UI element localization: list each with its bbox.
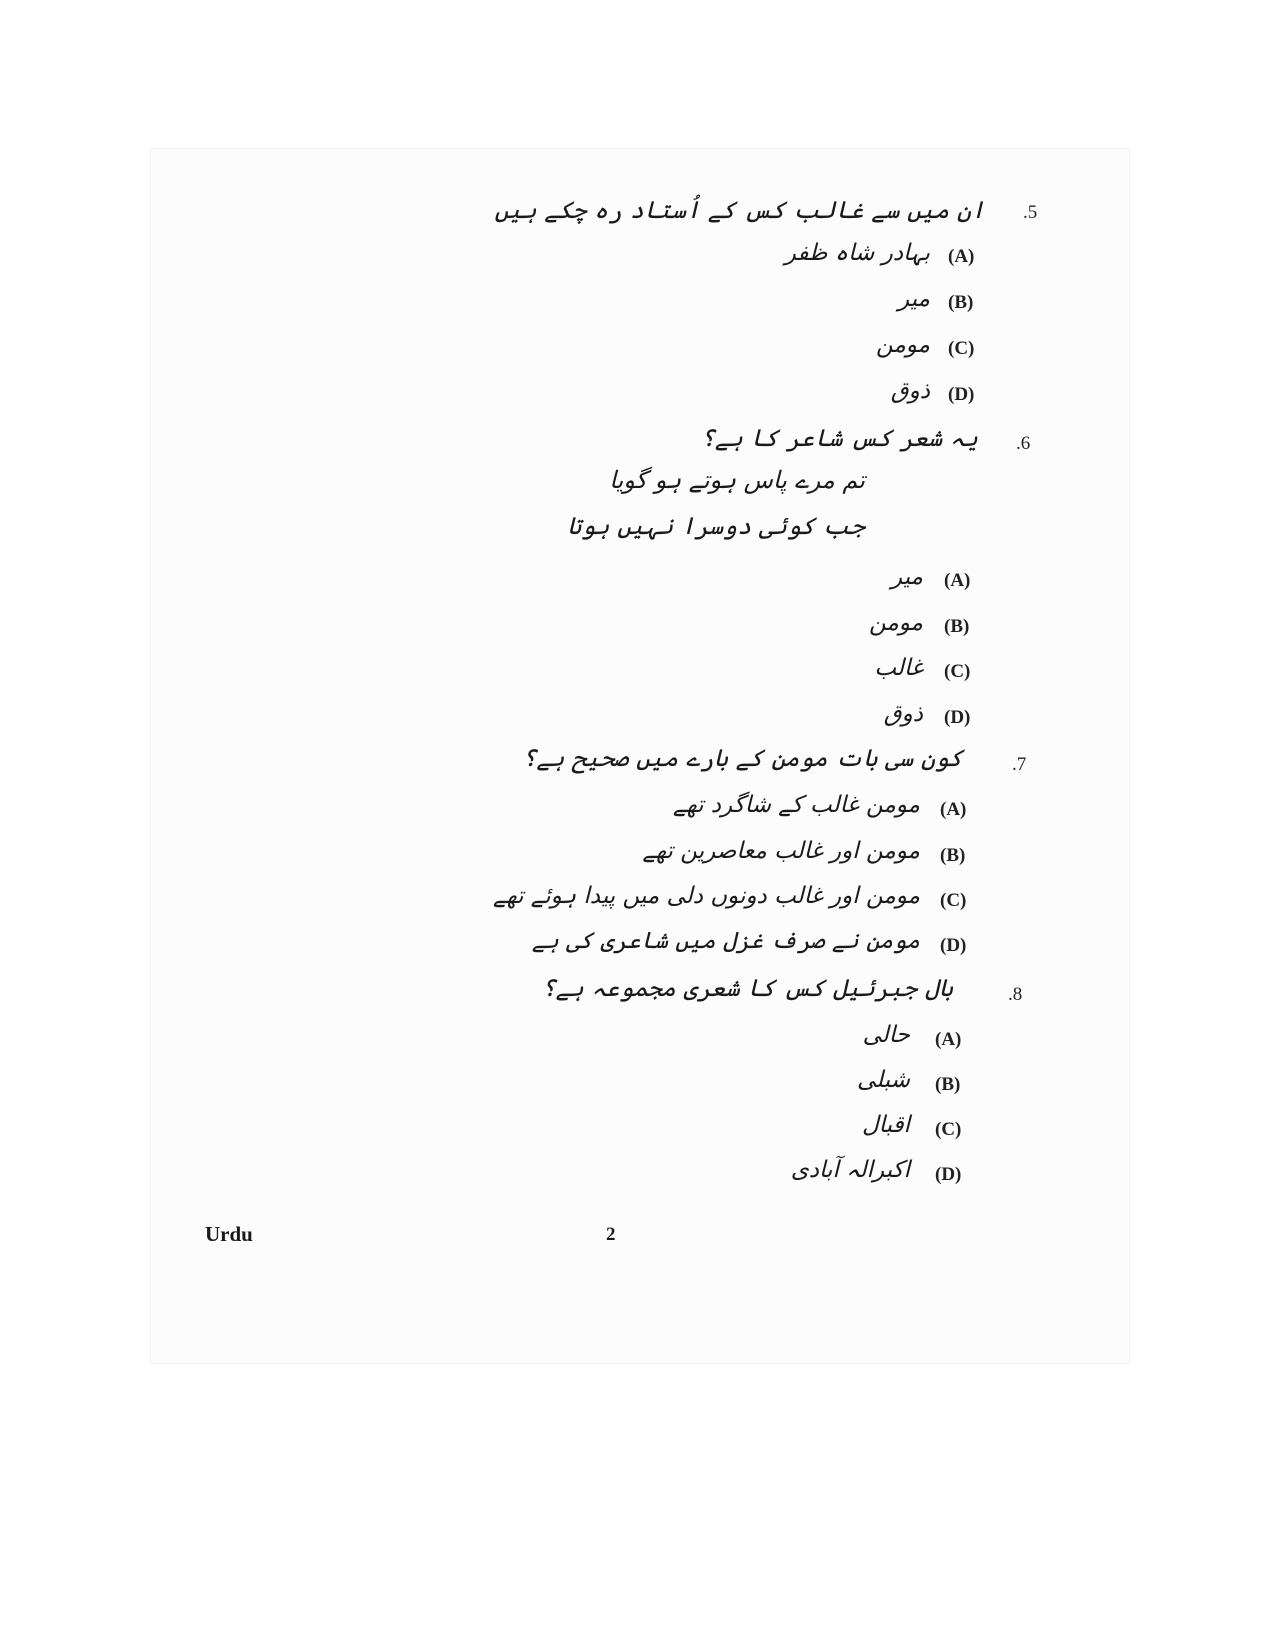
question-number: .6 <box>1016 433 1031 454</box>
option-label: (A) <box>935 1029 962 1050</box>
option-text: حالی <box>862 1022 910 1048</box>
option-label: (B) <box>935 1074 961 1095</box>
option-label: (C) <box>948 338 975 359</box>
option-label: (C) <box>944 661 971 682</box>
option-label: (C) <box>935 1119 962 1140</box>
question-number: .5 <box>1023 202 1038 223</box>
question-number: .7 <box>1012 754 1027 775</box>
option-text: شبلی <box>857 1067 910 1093</box>
option-text: ذوق <box>890 378 930 404</box>
footer-subject: Urdu <box>205 1222 253 1246</box>
option-label: (A) <box>944 570 971 591</box>
option-label: (D) <box>940 935 967 956</box>
option-text: ذوق <box>883 701 923 727</box>
question-text: یہ شعر کس شاعر کا ہے؟ <box>700 424 978 452</box>
option-text: غالب <box>874 655 923 681</box>
question-text: ان میں سے غالب کس کے اُستاد رہ چکے ہیں <box>494 196 985 224</box>
option-text: مومن اور غالب دونوں دلی میں پیدا ہوئے تھے <box>493 883 920 909</box>
option-label: (B) <box>948 292 974 313</box>
option-label: (A) <box>940 799 967 820</box>
option-text: مومن اور غالب معاصرین تھے <box>642 838 920 864</box>
question-text: بال جبرئیل کس کا شعری مجموعہ ہے؟ <box>541 974 953 1002</box>
option-text: مومن غالب کے شاگرد تھے <box>673 792 920 818</box>
option-text: مومن <box>875 332 930 358</box>
couplet-line-1: تم مرے پاس ہوتے ہو گویا <box>609 466 865 494</box>
option-label: (A) <box>948 246 975 267</box>
option-text: میر <box>891 564 923 590</box>
couplet-line-2: جب کوئی دوسرا نہیں ہوتا <box>567 512 865 540</box>
question-number: .8 <box>1008 984 1023 1005</box>
page-number: 2 <box>606 1224 616 1245</box>
option-text: مومن نے صرف غزل میں شاعری کی ہے <box>531 928 920 954</box>
option-label: (D) <box>948 384 975 405</box>
option-label: (C) <box>940 890 967 911</box>
option-label: (D) <box>935 1164 962 1185</box>
option-text: اکبرالہ آبادی <box>790 1157 910 1183</box>
option-text: اقبال <box>861 1112 910 1138</box>
option-label: (D) <box>944 707 971 728</box>
option-label: (B) <box>940 845 966 866</box>
option-text: میر <box>898 286 930 312</box>
option-text: مومن <box>868 610 923 636</box>
question-text: کون سی بات مومن کے بارے میں صحیح ہے؟ <box>522 744 963 772</box>
option-text: بہادر شاہ ظفر <box>784 240 930 266</box>
option-label: (B) <box>944 616 970 637</box>
